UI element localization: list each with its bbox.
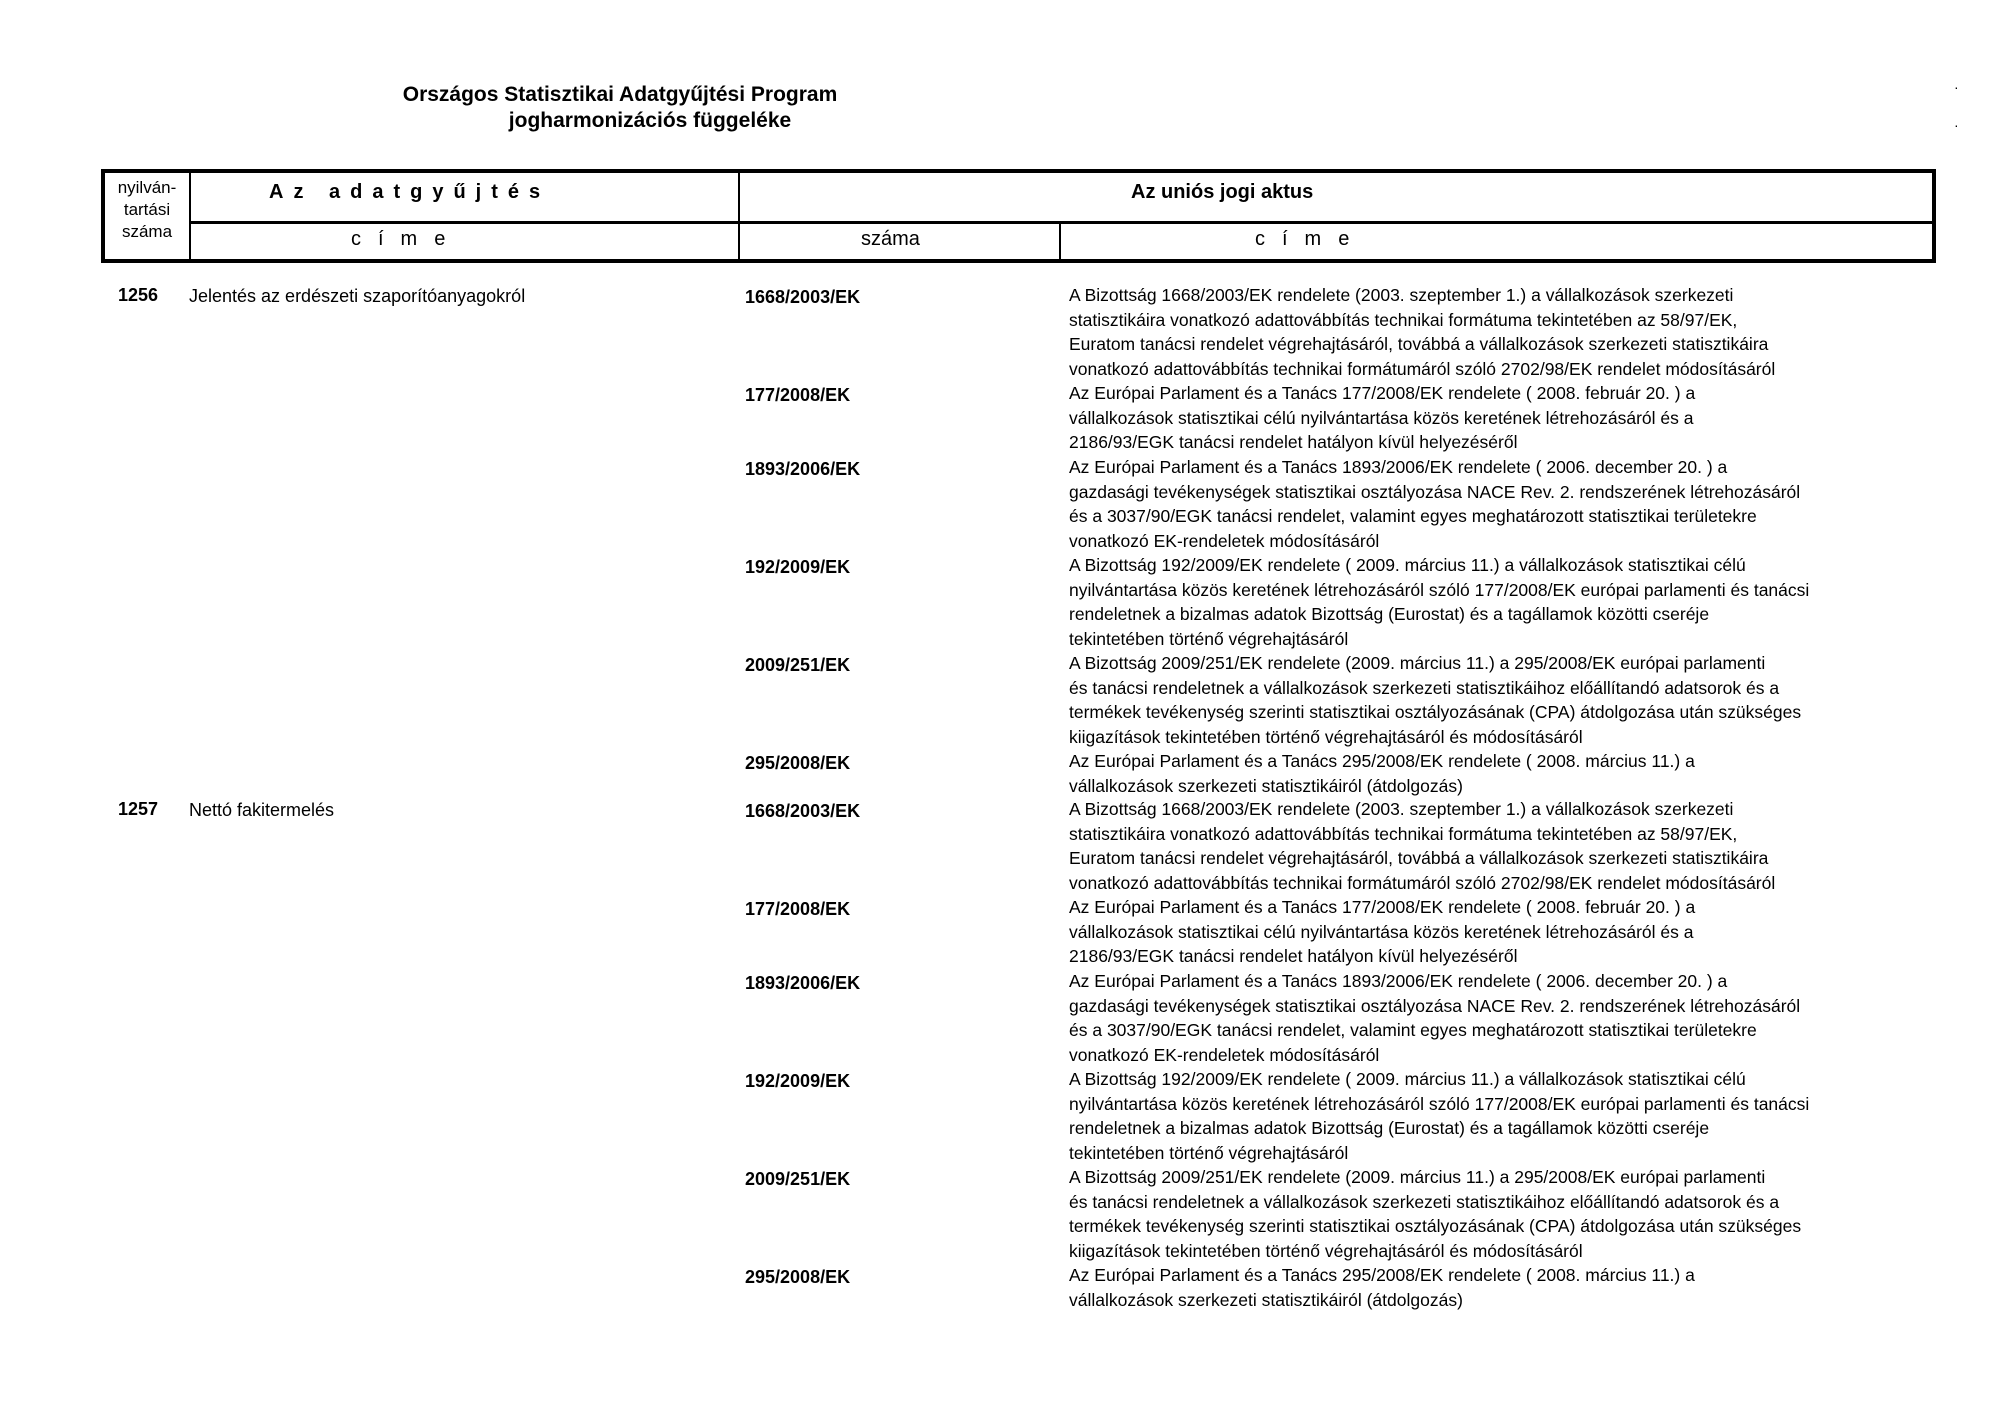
title-line-2: jogharmonizációs függeléke <box>508 109 792 132</box>
header-eu-legal-act: Az uniós jogi aktus <box>1131 181 1314 203</box>
header-collection-title: címe <box>351 228 463 250</box>
header-data-collection: Az adatgyűjtés <box>269 181 551 203</box>
act-description: Az Európai Parlament és a Tanács 295/2008/EK rendelete ( 2008. március 11.) a vállalkozások szerkezeti statisztikáiról (átdolgozás) <box>1069 751 1695 796</box>
act-number: 295/2008/EK <box>745 753 851 773</box>
entry-number: 1257 <box>118 799 159 819</box>
act-description: Az Európai Parlament és a Tanács 177/2008/EK rendelete ( 2008. február 20. ) a vállalkozások statisztikai célú nyilvántartása közös keretének létrehozásáról és a 2186/93/EGK tanácsi rendelet hatályon kívül helyezéséről <box>1069 897 1696 966</box>
act-number: 177/2008/EK <box>745 385 851 405</box>
act-description: A Bizottság 2009/251/EK rendelete (2009. március 11.) a 295/2008/EK európai parlamenti és tanácsi rendeletnek a vállalkozások szerkezeti statisztikáihoz előállítandó adatsorok és a termékek tevékenység szerinti statisztikai osztályozásának (CPA) átdolgozása után szükséges kiigazítások tekintetében történő végrehajtásáról és módosításáról <box>1069 653 1802 747</box>
corner-mark-2: · <box>1954 117 1959 133</box>
act-number: 1668/2003/EK <box>745 287 861 307</box>
act-number: 192/2009/EK <box>745 1071 851 1091</box>
header-nyilv-line-3: száma <box>121 222 173 241</box>
act-description: Az Európai Parlament és a Tanács 1893/2006/EK rendelete ( 2006. december 20. ) a gazdasági tevékenységek statisztikai osztályozása NACE Rev. 2. rendszerének létrehozásáról és a 3037/90/EGK tanácsi rendelet, valamint egyes meghatározott statisztikai területekre vonatkozó EK-rendeletek módosításáról <box>1069 971 1801 1065</box>
act-description: A Bizottság 1668/2003/EK rendelete (2003. szeptember 1.) a vállalkozások szerkezeti statisztikáira vonatkozó adattovábbítás technikai formátuma tekintetében az 58/97/EK, Euratom tanácsi rendelet végrehajtásáról, továbbá a vállalkozások szerkezeti statisztikáira vonatkozó adattovábbítás technikai formátumáról szóló 2702/98/EK rendelet módosításáról <box>1069 799 1776 893</box>
act-description: A Bizottság 192/2009/EK rendelete ( 2009. március 11.) a vállalkozások statisztikai célú nyilvántartása közös keretének létrehozásáról szóló 177/2008/EK európai parlamenti és tanácsi rendeletnek a bizalmas adatok Bizottság (Eurostat) és a tagállamok közötti cseréje tekintetében történő végrehajtásáról <box>1069 1069 1810 1163</box>
act-number: 1668/2003/EK <box>745 801 861 821</box>
act-number: 1893/2006/EK <box>745 459 861 479</box>
act-description: Az Európai Parlament és a Tanács 177/2008/EK rendelete ( 2008. február 20. ) a vállalkozások statisztikai célú nyilvántartása közös keretének létrehozásáról és a 2186/93/EGK tanácsi rendelet hatályon kívül helyezéséről <box>1069 383 1696 452</box>
act-description: Az Európai Parlament és a Tanács 1893/2006/EK rendelete ( 2006. december 20. ) a gazdasági tevékenységek statisztikai osztályozása NACE Rev. 2. rendszerének létrehozásáról és a 3037/90/EGK tanácsi rendelet, valamint egyes meghatározott statisztikai területekre vonatkozó EK-rendeletek módosításáról <box>1069 457 1801 551</box>
act-number: 295/2008/EK <box>745 1267 851 1287</box>
header-nyilv-line-2: tartási <box>123 200 171 219</box>
act-description: A Bizottság 192/2009/EK rendelete ( 2009. március 11.) a vállalkozások statisztikai célú nyilvántartása közös keretének létrehozásáról szóló 177/2008/EK európai parlamenti és tanácsi rendeletnek a bizalmas adatok Bizottság (Eurostat) és a tagállamok közötti cseréje tekintetében történő végrehajtásáról <box>1069 555 1810 649</box>
header-act-number: száma <box>861 228 920 250</box>
title-line-1: Országos Statisztikai Adatgyűjtési Program <box>402 83 838 106</box>
entry-title: Nettó fakitermelés <box>189 800 335 820</box>
act-number: 2009/251/EK <box>745 655 851 675</box>
act-number: 192/2009/EK <box>745 557 851 577</box>
act-number: 1893/2006/EK <box>745 973 861 993</box>
act-number: 2009/251/EK <box>745 1169 851 1189</box>
header-nyilv-line-1: nyilván- <box>117 178 177 197</box>
act-description: A Bizottság 1668/2003/EK rendelete (2003. szeptember 1.) a vállalkozások szerkezeti statisztikáira vonatkozó adattovábbítás technikai formátuma tekintetében az 58/97/EK, Euratom tanácsi rendelet végrehajtásáról, továbbá a vállalkozások szerkezeti statisztikáira vonatkozó adattovábbítás technikai formátumáról szóló 2702/98/EK rendelet módosításáról <box>1069 285 1776 379</box>
corner-mark-1: · <box>1954 79 1959 95</box>
act-description: A Bizottság 2009/251/EK rendelete (2009. március 11.) a 295/2008/EK európai parlamenti és tanácsi rendeletnek a vállalkozások szerkezeti statisztikáihoz előállítandó adatsorok és a termékek tevékenység szerinti statisztikai osztályozásának (CPA) átdolgozása után szükséges kiigazítások tekintetében történő végrehajtásáról és módosításáról <box>1069 1167 1802 1261</box>
entry-title: Jelentés az erdészeti szaporítóanyagokról <box>189 286 526 306</box>
act-description: Az Európai Parlament és a Tanács 295/2008/EK rendelete ( 2008. március 11.) a vállalkozások szerkezeti statisztikáiról (átdolgozás) <box>1069 1265 1695 1310</box>
header-act-title: címe <box>1255 228 1367 250</box>
entry-number: 1256 <box>118 285 159 305</box>
act-number: 177/2008/EK <box>745 899 851 919</box>
